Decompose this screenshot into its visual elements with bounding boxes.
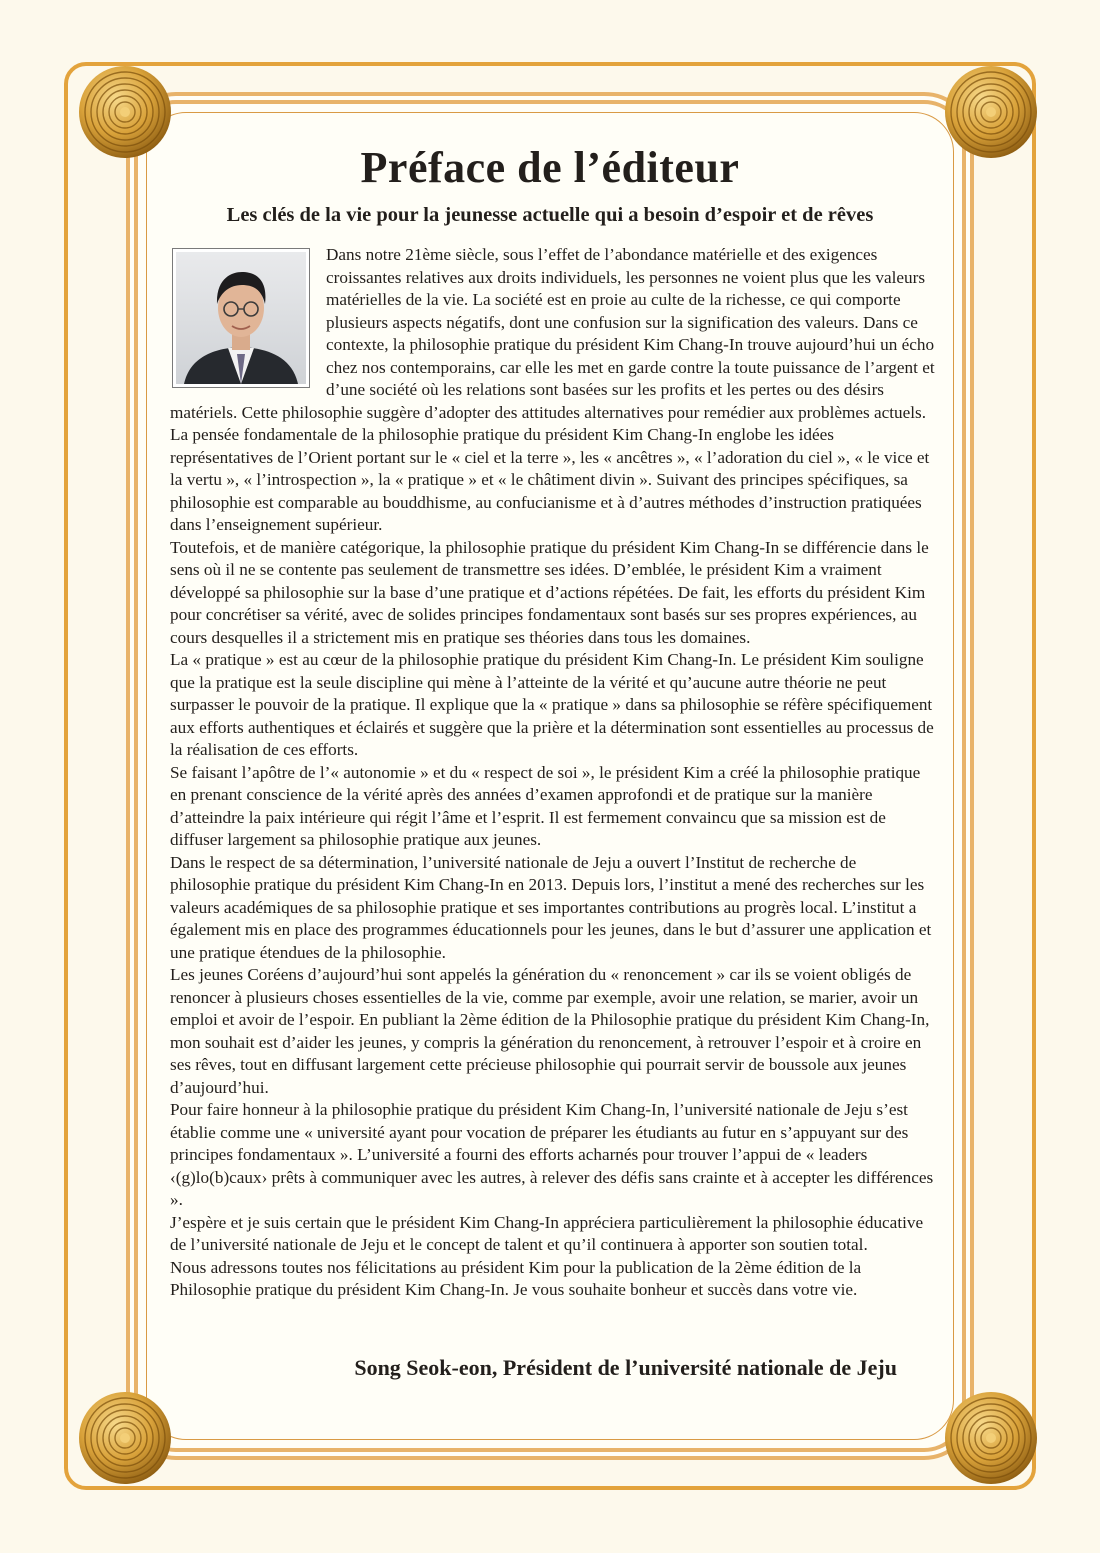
body-paragraph: Dans le respect de sa détermination, l’université nationale de Jeju a ouvert l’Institut de recherche de philosophie pratique du président Kim Chang-In en 2013. Depuis lors, l’institut a mené des recherches sur les valeurs académiques de sa philosophie pratique et ses importantes contributions au progrès local. L’institut a également mis en place des programmes éducationnels pour les jeunes, dans le but d’assurer une application et une pratique étendues de la philosophie.: [170, 852, 932, 962]
paragraph-list: [170, 244, 935, 1302]
body-paragraph: La « pratique » est au cœur de la philosophie pratique du président Kim Chang-In. Le président Kim souligne que la pratique est la seule discipline qui mène à l’atteinte de la vérité et qu’aucune autre théorie ne peut surpasser le pouvoir de la pratique. Il explique que la « pratique » dans sa philosophie se réfère spécifiquement aux efforts authentiques et éclairés et suggère que la prière et la détermination sont essentielles au processus de la réalisation de ces efforts.: [170, 650, 934, 759]
body-paragraph: Toutefois, et de manière catégorique, la philosophie pratique du président Kim Chang-In se différencie dans le sens où il ne se contente pas seulement de transmettre ses idées. D’emblée, le président Kim a vraiment développé sa philosophie sur la base d’une pratique et d’actions répétées. De fait, les efforts du président Kim pour concrétiser sa vérité, avec de solides principes fondamentaux sont basés sur ses propres expériences, au cours desquelles il a strictement mis en pratique ses théories dans tous les domaines.: [170, 537, 929, 647]
body-paragraph: Les jeunes Coréens d’aujourd’hui sont appelés la génération du « renoncement » car ils se voient obligés de renoncer à plusieurs choses essentielles de la vie, comme par exemple, avoir une relation, se marier, avoir un emploi et avoir de l’espoir. En publiant la 2ème édition de la Philosophie pratique du président Kim Chang-In, mon souhait est d’aider les jeunes, y compris la génération du renoncement, à retrouver l’espoir et à croire en ses rêves, tout en diffusant largement cette précieuse philosophie qui pourrait servir de boussole aux jeunes d’aujourd’hui.: [170, 965, 930, 1097]
gold-medallion-icon: [77, 1390, 173, 1486]
body-paragraph: Nous adressons toutes nos félicitations au président Kim pour la publication de la 2ème édition de la Philosophie pratique du président Kim Chang-In. Je vous souhaite bonheur et succès dans votre vie.: [170, 1257, 862, 1299]
body-paragraph: J’espère et je suis certain que le président Kim Chang-In appréciera particulièrement la philosophie éducative de l’université nationale de Jeju et le concept de talent et qu’il continuera à apporter son soutien total.: [170, 1212, 924, 1254]
page-title: Préface de l’éditeur: [360, 143, 740, 192]
preface-body: [170, 244, 935, 1302]
body-paragraph: La pensée fondamentale de la philosophie pratique du président Kim Chang-In englobe les idées représentatives de l’Orient portant sur le « ciel et la terre », les « ancêtres », « l’adoration du ciel », « le vice et la vertu », « l’introspection », la « pratique » et « le châtiment divin ». Suivant des principes spécifiques, sa philosophie est comparable au bouddhisme, au confucianisme et à d’autres méthodes d’instruction pratiquées dans l’enseignement supérieur.: [170, 425, 930, 534]
signature: Song Seok-eon, Président de l’université nationale de Jeju: [354, 1355, 897, 1380]
author-portrait-photo: [172, 248, 310, 388]
body-paragraph: Dans notre 21ème siècle, sous l’effet de l’abondance matérielle et des exigences croissantes relatives aux droits individuels, les personnes ne voient plus que les valeurs matérielles de la vie. La société est en proie au culte de la richesse, ce qui comporte plusieurs aspects négatifs, dont une confusion sur la signification des valeurs. Dans ce contexte, la philosophie pratique du président Kim Chang-In trouve aujourd’hui un écho chez nos contemporains, car elle les met en garde contre la toute puissance de l’argent et d’une société où les relations sont basées sur les profits et les pertes ou des désirs matériels. Cette philosophie suggère d’adopter des attitudes alternatives pour remédier aux problèmes actuels.: [170, 245, 935, 422]
page-subtitle: Les clés de la vie pour la jeunesse actuelle qui a besoin d’espoir et de rêves: [226, 204, 874, 226]
body-paragraph: Se faisant l’apôtre de l’« autonomie » et du « respect de soi », le président Kim a créé la philosophie pratique en prenant conscience de la vérité après des années d’examen approfondi et de pratique sur la manière d’atteindre la paix intérieure qui régit l’âme et l’esprit. Il est fermement convaincu que sa mission est de diffuser largement sa philosophie pratique aux jeunes.: [170, 762, 921, 849]
body-paragraph: Pour faire honneur à la philosophie pratique du président Kim Chang-In, l’université nationale de Jeju s’est établie comme une « université ayant pour vocation de préparer les étudiants au futur en s’appuyant sur des principes fondamentaux ». L’université a fourni des efforts acharnés pour trouver l’appui de « leaders ‹(g)lo(b)caux› prêts à communiquer avec les autres, à relever des défis sans crainte et à accepter les différences ».: [170, 1100, 934, 1209]
gold-medallion-icon: [943, 1390, 1039, 1486]
